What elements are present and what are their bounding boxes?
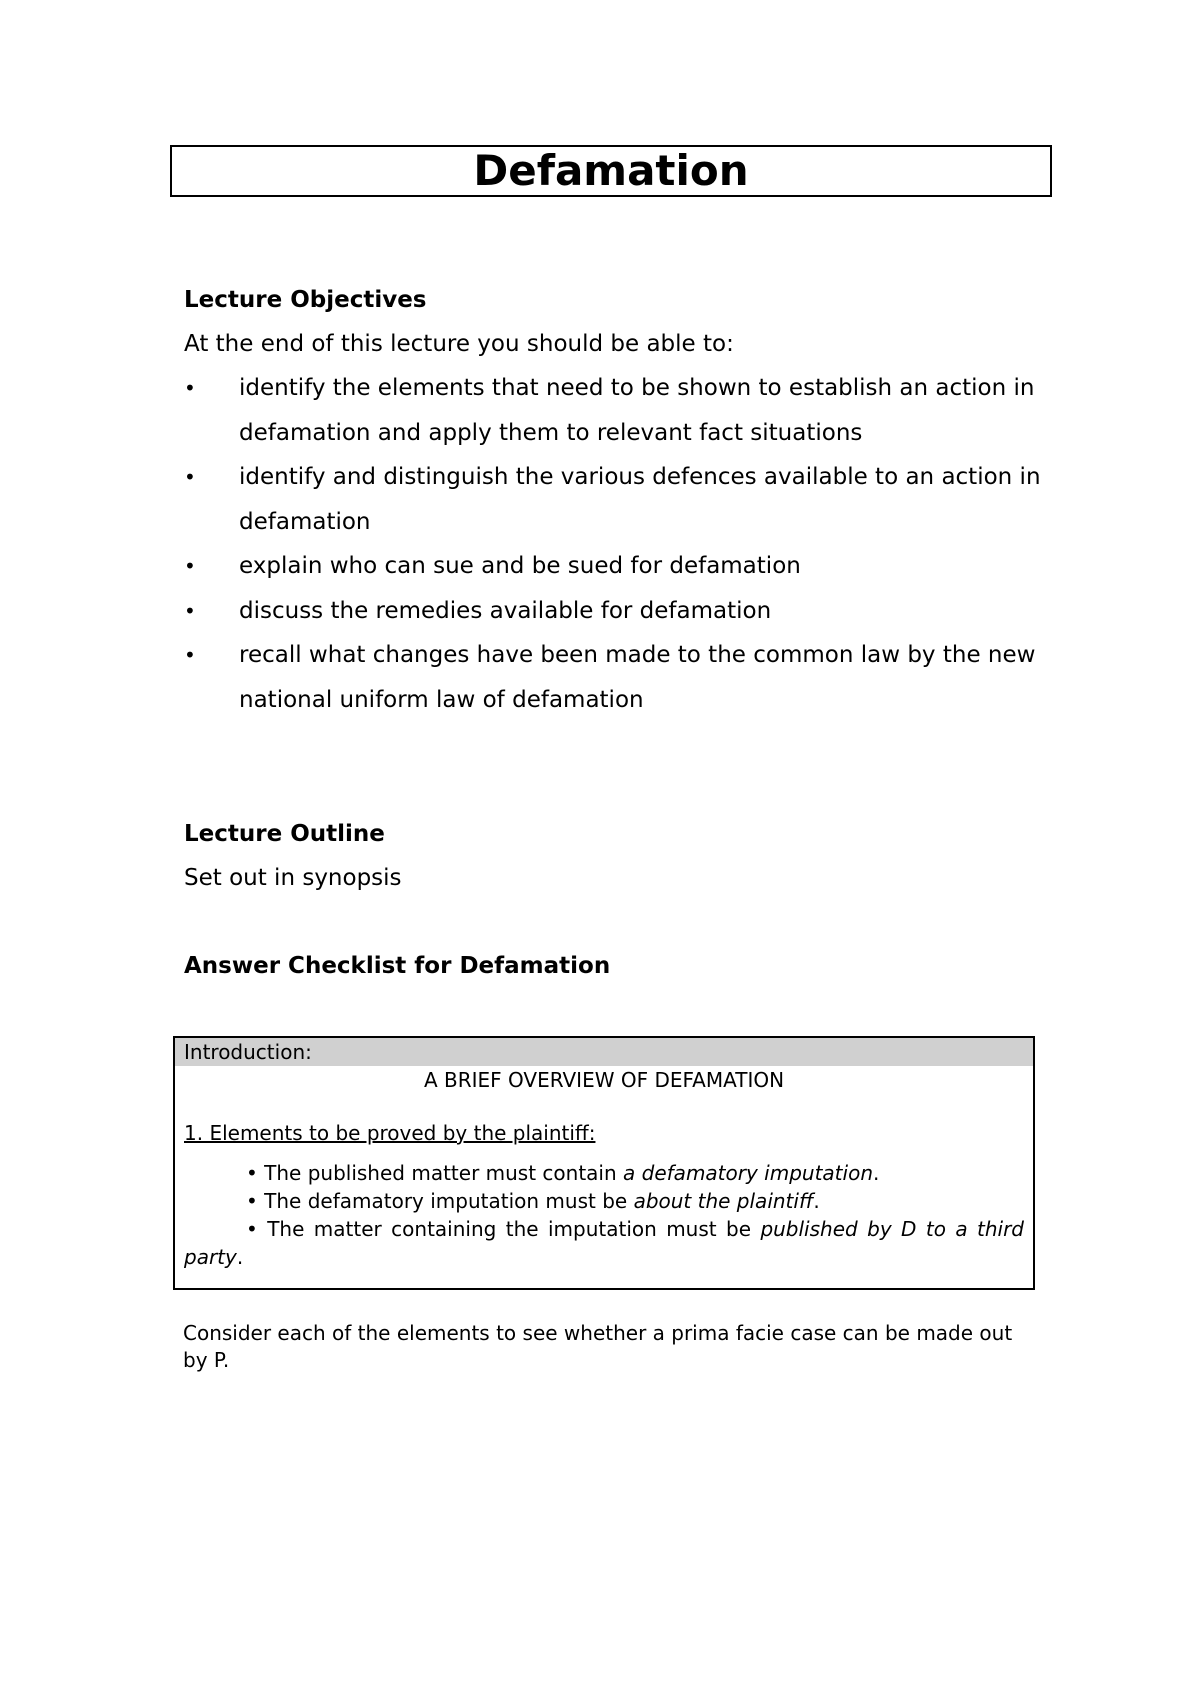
bullet-icon: • <box>184 554 196 578</box>
bullet-icon: • <box>184 643 196 667</box>
list-item-text: explain who can sue and be sued for defamation <box>239 553 801 579</box>
checklist-heading: Answer Checklist for Defamation <box>184 953 611 979</box>
list-item <box>184 366 1044 455</box>
list-item <box>184 633 1044 722</box>
page-title: Defamation <box>170 145 1052 197</box>
list-item-text: recall what changes have been made to the common law by the new national uniform law of defamation <box>239 642 1036 713</box>
elements-title: 1. Elements to be proved by the plaintiff: <box>184 1121 596 1145</box>
outline-text: Set out in synopsis <box>184 865 402 891</box>
main-content <box>184 278 1044 988</box>
objectives-list <box>184 366 1044 722</box>
list-item-text: identify and distinguish the various defences available to an action in defamation <box>239 464 1041 535</box>
footer-note: Consider each of the elements to see whether a prima facie case can be made out by P. <box>183 1321 1013 1372</box>
bullet-icon: • <box>184 598 196 623</box>
element-item: • The matter containing the imputation must be published by D to a third party. <box>184 1217 1025 1269</box>
overview-title: A BRIEF OVERVIEW OF DEFAMATION <box>423 1068 785 1092</box>
element-item: • The defamatory imputation must be about the plaintiff. <box>246 1189 820 1213</box>
bullet-icon: • <box>184 465 196 489</box>
checklist-box <box>173 1036 1035 1290</box>
list-item <box>184 544 1044 589</box>
bullet-icon: • <box>184 376 196 400</box>
objectives-heading: Lecture Objectives <box>184 287 427 313</box>
objectives-intro: At the end of this lecture you should be able to: <box>184 331 734 357</box>
outline-heading: Lecture Outline <box>184 821 385 847</box>
list-item-text: discuss the remedies available for defamation <box>239 597 772 624</box>
list-item <box>184 589 1044 634</box>
intro-label: Introduction: <box>175 1038 1033 1066</box>
list-item <box>184 455 1044 544</box>
list-item-text: identify the elements that need to be shown to establish an action in defamation and apply them to relevant fact situations <box>239 375 1035 446</box>
element-item: • The published matter must contain a defamatory imputation. <box>246 1161 880 1185</box>
